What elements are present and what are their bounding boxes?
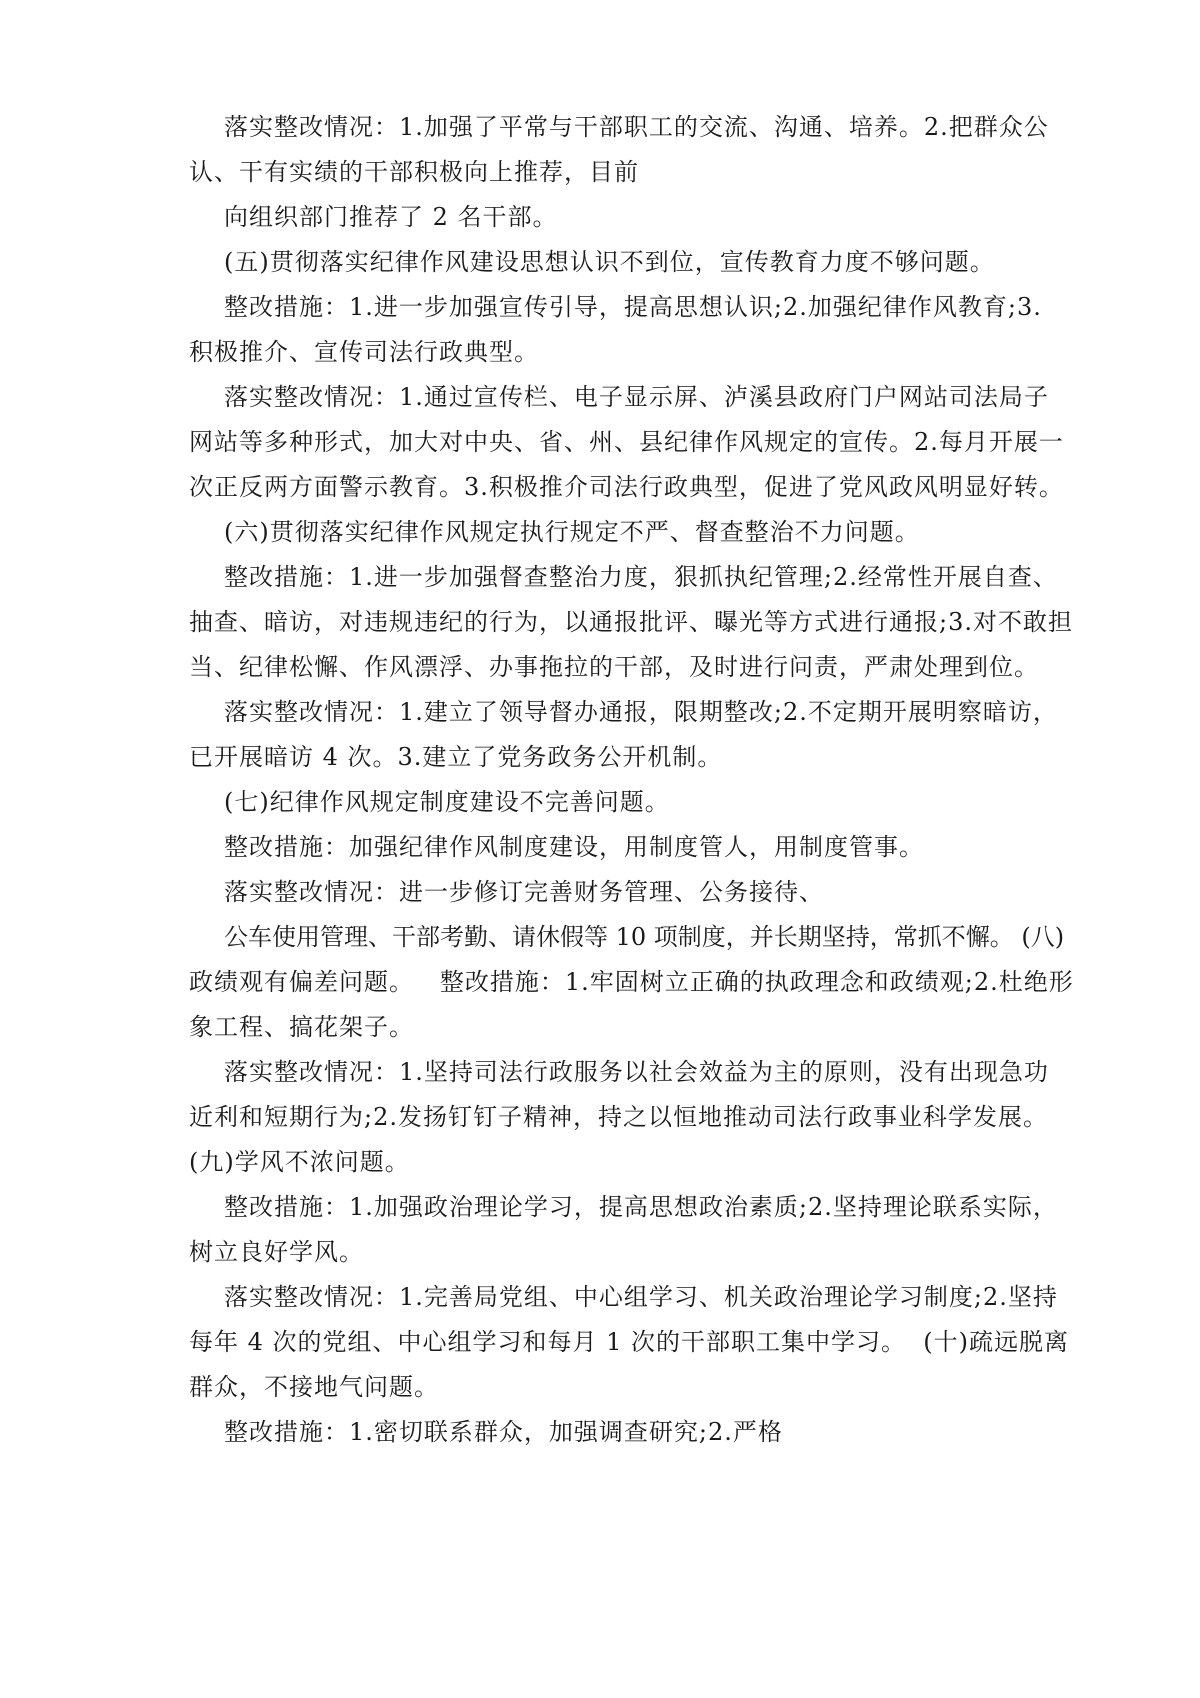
paragraph-line: 网站等多种形式，加大对中央、省、州、县纪律作风规定的宣传。2.每月开展一	[189, 428, 1064, 456]
section-heading: (六)贯彻落实纪律作风规定执行规定不严、督查整治不力问题。	[224, 518, 920, 546]
paragraph-line: 公车使用管理、干部考勤、请休假等 10 项制度，并长期坚持，常抓不懈。 (八)	[224, 923, 1065, 951]
paragraph-line: 落实整改情况：1.完善局党组、中心组学习、机关政治理论学习制度;2.坚持	[224, 1283, 1058, 1311]
paragraph-line: 落实整改情况：1.坚持司法行政服务以社会效益为主的原则，没有出现急功	[224, 1058, 1049, 1086]
paragraph-line: 整改措施：1.加强政治理论学习，提高思想政治素质;2.坚持理论联系实际，	[224, 1193, 1058, 1221]
paragraph-line: 整改措施：1.进一步加强宣传引导，提高思想认识;2.加强纪律作风教育;3.	[224, 293, 1042, 321]
paragraph-line: 抽查、暗访，对违规违纪的行为，以通报批评、曝光等方式进行通报;3.对不敢担	[189, 608, 1073, 636]
paragraph-line: 落实整改情况：进一步修订完善财务管理、公务接待、	[224, 878, 824, 906]
paragraph-line: 整改措施：1.密切联系群众，加强调查研究;2.严格	[224, 1418, 783, 1446]
paragraph-line: 落实整改情况：1.加强了平常与干部职工的交流、沟通、培养。2.把群众公	[224, 113, 1049, 141]
paragraph-line: 整改措施：加强纪律作风制度建设，用制度管人，用制度管事。	[224, 833, 924, 861]
paragraph-line: 积极推介、宣传司法行政典型。	[189, 338, 539, 366]
section-heading: (七)纪律作风规定制度建设不完善问题。	[224, 788, 670, 816]
section-heading: (五)贯彻落实纪律作风建设思想认识不到位，宣传教育力度不够问题。	[224, 248, 995, 276]
paragraph-line: 当、纪律松懈、作风漂浮、办事拖拉的干部，及时进行问责，严肃处理到位。	[189, 653, 1039, 681]
paragraph-line: 近利和短期行为;2.发扬钉钉子精神，持之以恒地推动司法行政事业科学发展。	[189, 1103, 1048, 1131]
paragraph-line: 落实整改情况：1.通过宣传栏、电子显示屏、泸溪县政府门户网站司法局子	[224, 383, 1049, 411]
section-heading: (九)学风不浓问题。	[189, 1148, 410, 1176]
paragraph-line: 认、干有实绩的干部积极向上推荐，目前	[189, 158, 639, 186]
paragraph-line: 已开展暗访 4 次。3.建立了党务政务公开机制。	[189, 743, 723, 771]
paragraph-line: 整改措施：1.进一步加强督查整治力度，狠抓执纪管理;2.经常性开展自查、	[224, 563, 1058, 591]
paragraph-line: 政绩观有偏差问题。 整改措施：1.牢固树立正确的执政理念和政绩观;2.杜绝形	[189, 968, 1074, 996]
paragraph-line: 落实整改情况：1.建立了领导督办通报，限期整改;2.不定期开展明察暗访，	[224, 698, 1058, 726]
paragraph-line: 树立良好学风。	[189, 1238, 364, 1266]
document-body	[189, 105, 1074, 1455]
paragraph-line: 群众，不接地气问题。	[189, 1373, 439, 1401]
paragraph-line: 次正反两方面警示教育。3.积极推介司法行政典型，促进了党风政风明显好转。	[189, 473, 1064, 501]
paragraph-line: 象工程、搞花架子。	[189, 1013, 414, 1041]
paragraph-line: 每年 4 次的党组、中心组学习和每月 1 次的干部职工集中学习。 (十)疏远脱离	[189, 1328, 1070, 1356]
paragraph-line: 向组织部门推荐了 2 名干部。	[224, 203, 558, 231]
